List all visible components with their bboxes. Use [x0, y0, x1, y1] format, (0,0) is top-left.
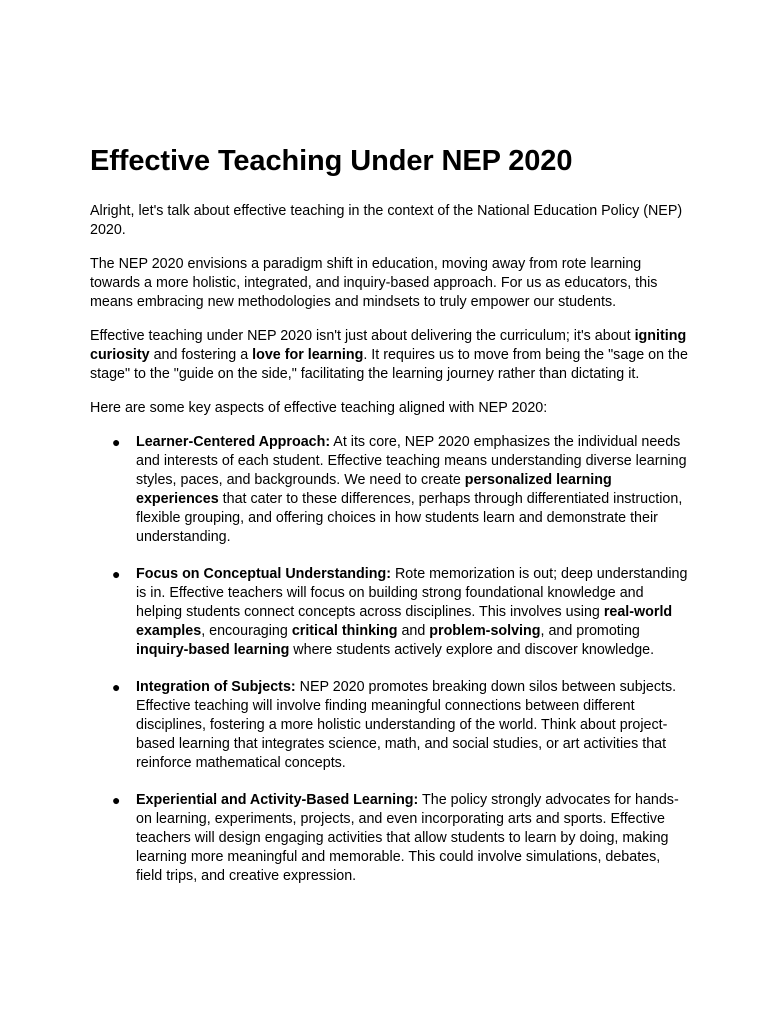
- bullet-icon: ●: [112, 679, 121, 695]
- body-paragraph: [90, 327, 690, 384]
- text-run: , and promoting: [540, 623, 640, 639]
- text-run: and: [397, 623, 430, 639]
- bold-text: critical thinking: [291, 623, 398, 639]
- bold-text: inquiry-based learning: [136, 642, 290, 658]
- text-run: and fostering a: [149, 347, 253, 363]
- document-page: [90, 142, 690, 904]
- text-run: At its core, NEP 2020 emphasizes the individual needs and interests of each student. Effective teaching means understanding diverse learning styles, paces, and backgrounds. We need to create: [136, 434, 687, 488]
- text-run: Effective teaching under NEP 2020 isn't just about delivering the curriculum; it's about: [90, 328, 635, 344]
- bold-text: Learner-Centered Approach:: [136, 434, 331, 450]
- text-run: NEP 2020 promotes breaking down silos between subjects. Effective teaching will involve finding meaningful connections between different disciplines, fostering a more holistic understanding of the world. Think about project-based learning that integrates science, math, and social studies, or art activities that reinforce mathematical concepts.: [136, 679, 677, 771]
- key-aspects-list: [90, 433, 690, 886]
- bold-text: problem-solving: [429, 623, 541, 639]
- body-paragraph: [90, 202, 690, 240]
- bullet-icon: ●: [112, 792, 121, 808]
- text-run: . It requires us to move from being the "sage on the stage" to the "guide on the side," facilitating the learning journey rather than dictating it.: [90, 347, 688, 382]
- bold-text: igniting curiosity: [90, 328, 687, 363]
- bold-text: Focus on Conceptual Understanding:: [136, 566, 391, 582]
- bold-text: love for learning: [252, 347, 364, 363]
- document-title: Effective Teaching Under NEP 2020: [90, 145, 573, 177]
- bold-text: Experiential and Activity-Based Learning:: [136, 792, 419, 808]
- text-run: that cater to these differences, perhaps through differentiated instruction, flexible grouping, and offering choices in how students learn and demonstrate their understanding.: [136, 491, 683, 545]
- bold-text: real-world examples: [136, 604, 673, 639]
- text-run: , encouraging: [201, 623, 292, 639]
- bold-text: personalized learning experiences: [136, 472, 612, 507]
- text-run: Rote memorization is out; deep understanding is in. Effective teachers will focus on building strong foundational knowledge and helping students connect concepts across disciplines. This involves using: [136, 566, 688, 620]
- list-item: [90, 791, 690, 886]
- bullet-icon: ●: [112, 434, 121, 450]
- bold-text: Integration of Subjects:: [136, 679, 296, 695]
- list-item: [90, 678, 690, 773]
- body-paragraph: [90, 399, 690, 418]
- text-run: Alright, let's talk about effective teaching in the context of the National Education Policy (NEP) 2020.: [90, 203, 683, 238]
- body-paragraph: [90, 255, 690, 312]
- text-run: The policy strongly advocates for hands-on learning, experiments, projects, and even incorporating arts and sports. Effective teachers will design engaging activities that allow students to learn by doing, making learning more meaningful and memorable. This could involve simulations, debates, field trips, and creative expression.: [136, 792, 679, 884]
- intro-paragraphs: [90, 202, 690, 418]
- text-run: The NEP 2020 envisions a paradigm shift in education, moving away from rote learning towards a more holistic, integrated, and inquiry-based approach. For us as educators, this means embracing new methodologies and mindsets to truly empower our students.: [90, 256, 658, 310]
- text-run: Here are some key aspects of effective teaching aligned with NEP 2020:: [90, 400, 548, 416]
- list-item: [90, 433, 690, 547]
- list-item: [90, 565, 690, 660]
- bullet-icon: ●: [112, 566, 121, 582]
- text-run: where students actively explore and discover knowledge.: [289, 642, 655, 658]
